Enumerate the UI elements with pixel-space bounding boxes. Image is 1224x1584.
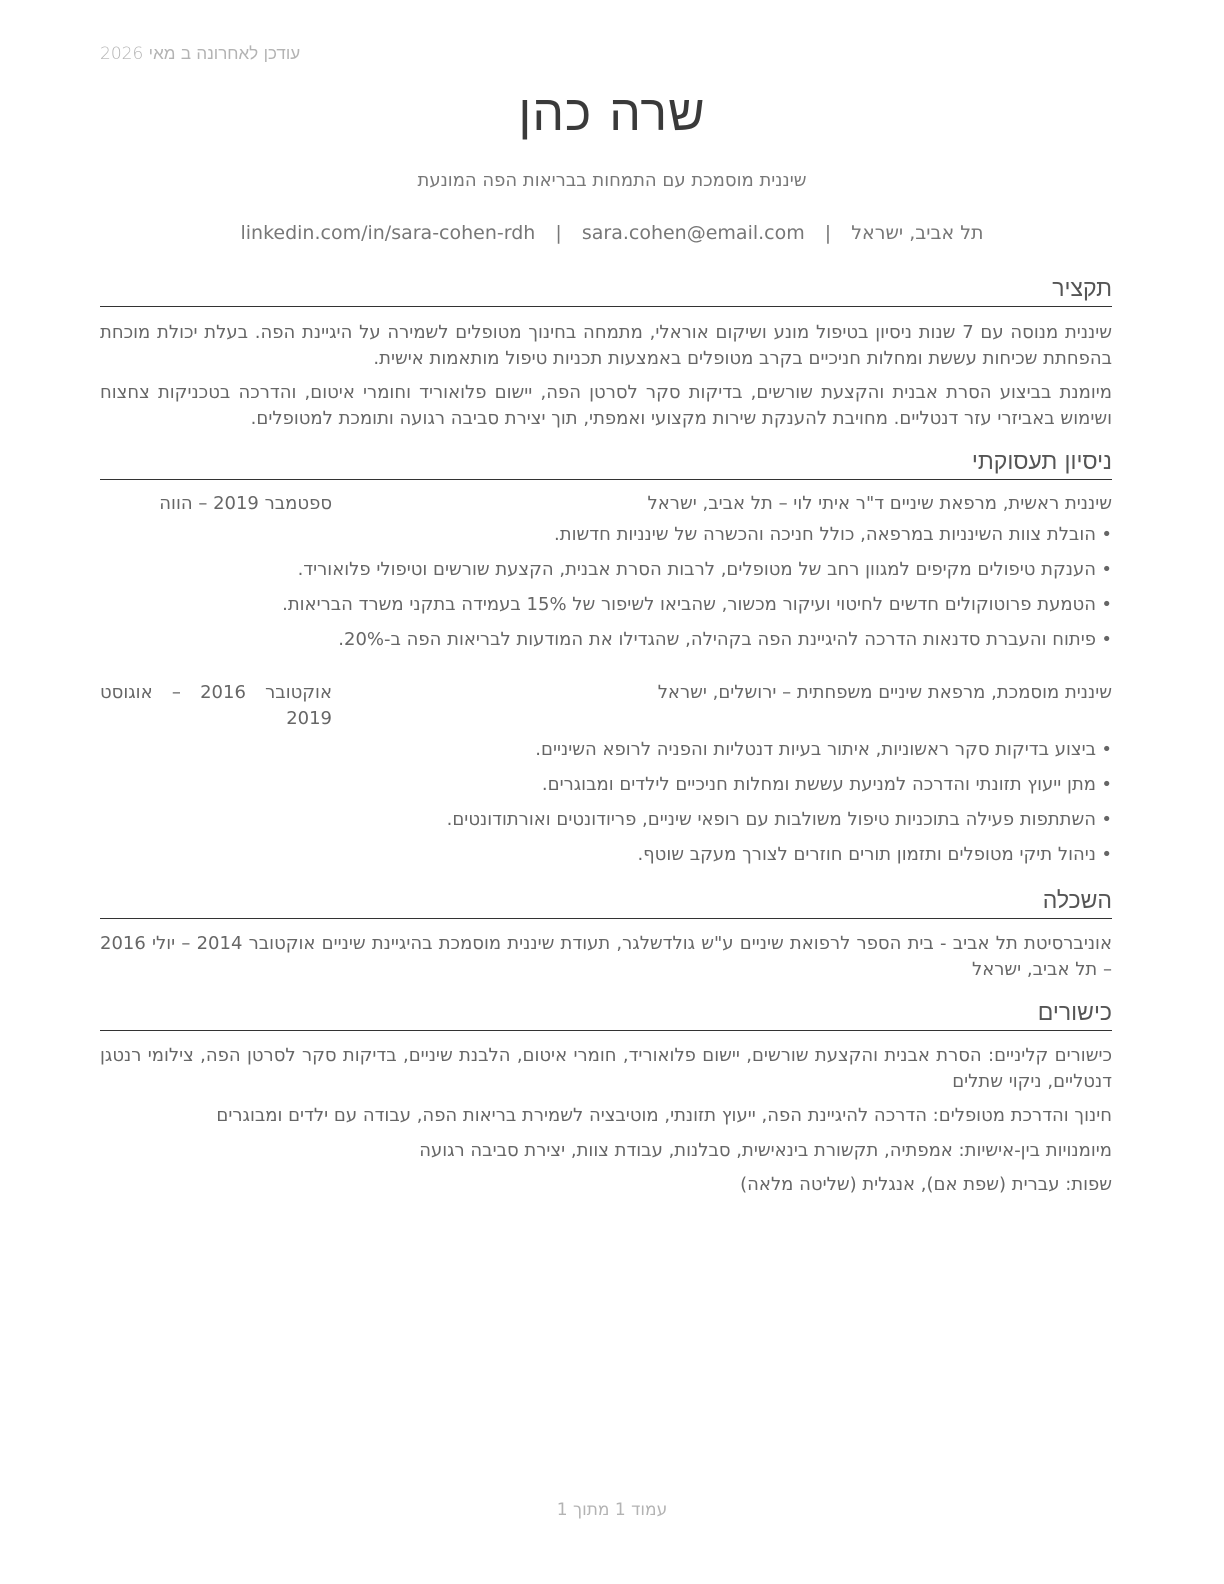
summary-paragraph: מיומנת בביצוע הסרת אבנית והקצעת שורשים, בדיקות סקר לסרטן הפה, יישום פלואוריד וחומרי איטום, והדרכה בטכניקות צחצוח ושימוש באביזרי עזר דנטליים. מחויבת להענקת שירות מקצועי ואמפתי, תוך יצירת סביבה רגועה ותומכת למטופלים. [100, 382, 1112, 429]
list-item: • הטמעת פרוטוקולים חדשים לחיטוי ועיקור מכשור, שהביאו לשיפור של 15% בעמידה בתקני משרד הבריאות. [100, 592, 1112, 618]
list-item: • מתן ייעוץ תזונתי והדרכה למניעת עששת ומחלות חניכיים לילדים ומבוגרים. [100, 772, 1112, 798]
email-link[interactable]: sara.cohen@email.com [581, 222, 805, 244]
education-entry: אוניברסיטת תל אביב - בית הספר לרפואת שיניים ע"ש גולדשלגר, תעודת שיננית מוסמכת בהיגיינת שיניים אוקטובר 2014 – יולי 2016 – תל אביב, ישראל [100, 933, 1112, 980]
contact-separator: | [555, 222, 562, 244]
candidate-headline: שיננית מוסמכת עם התמחות בבריאות הפה המונעת [417, 170, 807, 191]
section-title-skills: כישורים [100, 998, 1112, 1031]
skills-item: שפות: עברית (שפת אם), אנגלית (שליטה מלאה) [740, 1174, 1112, 1195]
job-header [100, 491, 1112, 517]
job-title: שיננית ראשית, מרפאת שיניים ד"ר איתי לוי – תל אביב, ישראל [647, 493, 1112, 514]
list-item: • ניהול תיקי מטופלים ותזמון תורים חוזרים לצורך מעקב שוטף. [100, 842, 1112, 868]
candidate-name: שרה כהן [518, 84, 706, 142]
linkedin-link[interactable]: linkedin.com/in/sara-cohen-rdh [240, 222, 536, 244]
skills-item: כישורים קליניים: הסרת אבנית והקצעת שורשים, יישום פלואוריד, חומרי איטום, הלבנת שיניים, בדיקות סקר לסרטן הפה, צילומי רנטגן דנטליים, ניקוי שתלים [100, 1045, 1112, 1092]
job-header [100, 680, 1112, 732]
last-updated-text: עודכן לאחרונה ב מאי 2026 [100, 44, 301, 64]
location-text: תל אביב, ישראל [851, 222, 984, 244]
contact-line [0, 222, 1224, 244]
list-item: • הובלת צוות השינניות במרפאה, כולל חניכה והכשרה של שינניות חדשות. [100, 522, 1112, 548]
job-bullets [100, 737, 1112, 877]
section-title-summary: תקציר [100, 274, 1112, 307]
summary-paragraph: שיננית מנוסה עם 7 שנות ניסיון בטיפול מונע ושיקום אוראלי, מתמחה בחינוך מטופלים לשמירה על היגיינת הפה. בעלת יכולת מוכחת בהפחתת שכיחות עששת ומחלות חניכיים בקרב מטופלים באמצעות תכניות טיפול מותאמות אישית. [100, 322, 1113, 369]
job-dates: אוקטובר 2016 – אוגוסט 2019 [100, 682, 332, 729]
list-item: • ביצוע בדיקות סקר ראשוניות, איתור בעיות דנטליות והפניה לרופא השיניים. [100, 737, 1112, 763]
list-item: • הענקת טיפולים מקיפים למגוון רחב של מטופלים, לרבות הסרת אבנית, הקצעת שורשים וטיפולי פלואוריד. [100, 557, 1112, 583]
section-title-education: השכלה [100, 886, 1112, 919]
list-item: • פיתוח והעברת סדנאות הדרכה להיגיינת הפה בקהילה, שהגדילו את המודעות לבריאות הפה ב-20%. [100, 627, 1112, 653]
job-dates: ספטמבר 2019 – הווה [159, 493, 332, 514]
skills-item: חינוך והדרכת מטופלים: הדרכה להיגיינת הפה, ייעוץ תזונתי, מוטיבציה לשמירת בריאות הפה, עבודה עם ילדים ומבוגרים [216, 1105, 1112, 1126]
list-item: • השתתפות פעילה בתוכניות טיפול משולבות עם רופאי שיניים, פריודונטים ואורתודונטים. [100, 807, 1112, 833]
contact-separator: | [824, 222, 832, 244]
job-title: שיננית מוסמכת, מרפאת שיניים משפחתית – ירושלים, ישראל [657, 682, 1112, 703]
job-bullets [100, 522, 1112, 662]
skills-item: מיומנויות בין-אישיות: אמפתיה, תקשורת בינאישית, סבלנות, עבודת צוות, יצירת סביבה רגועה [419, 1140, 1112, 1161]
page-number: עמוד 1 מתוך 1 [556, 1500, 668, 1520]
section-title-experience: ניסיון תעסוקתי [100, 447, 1112, 480]
